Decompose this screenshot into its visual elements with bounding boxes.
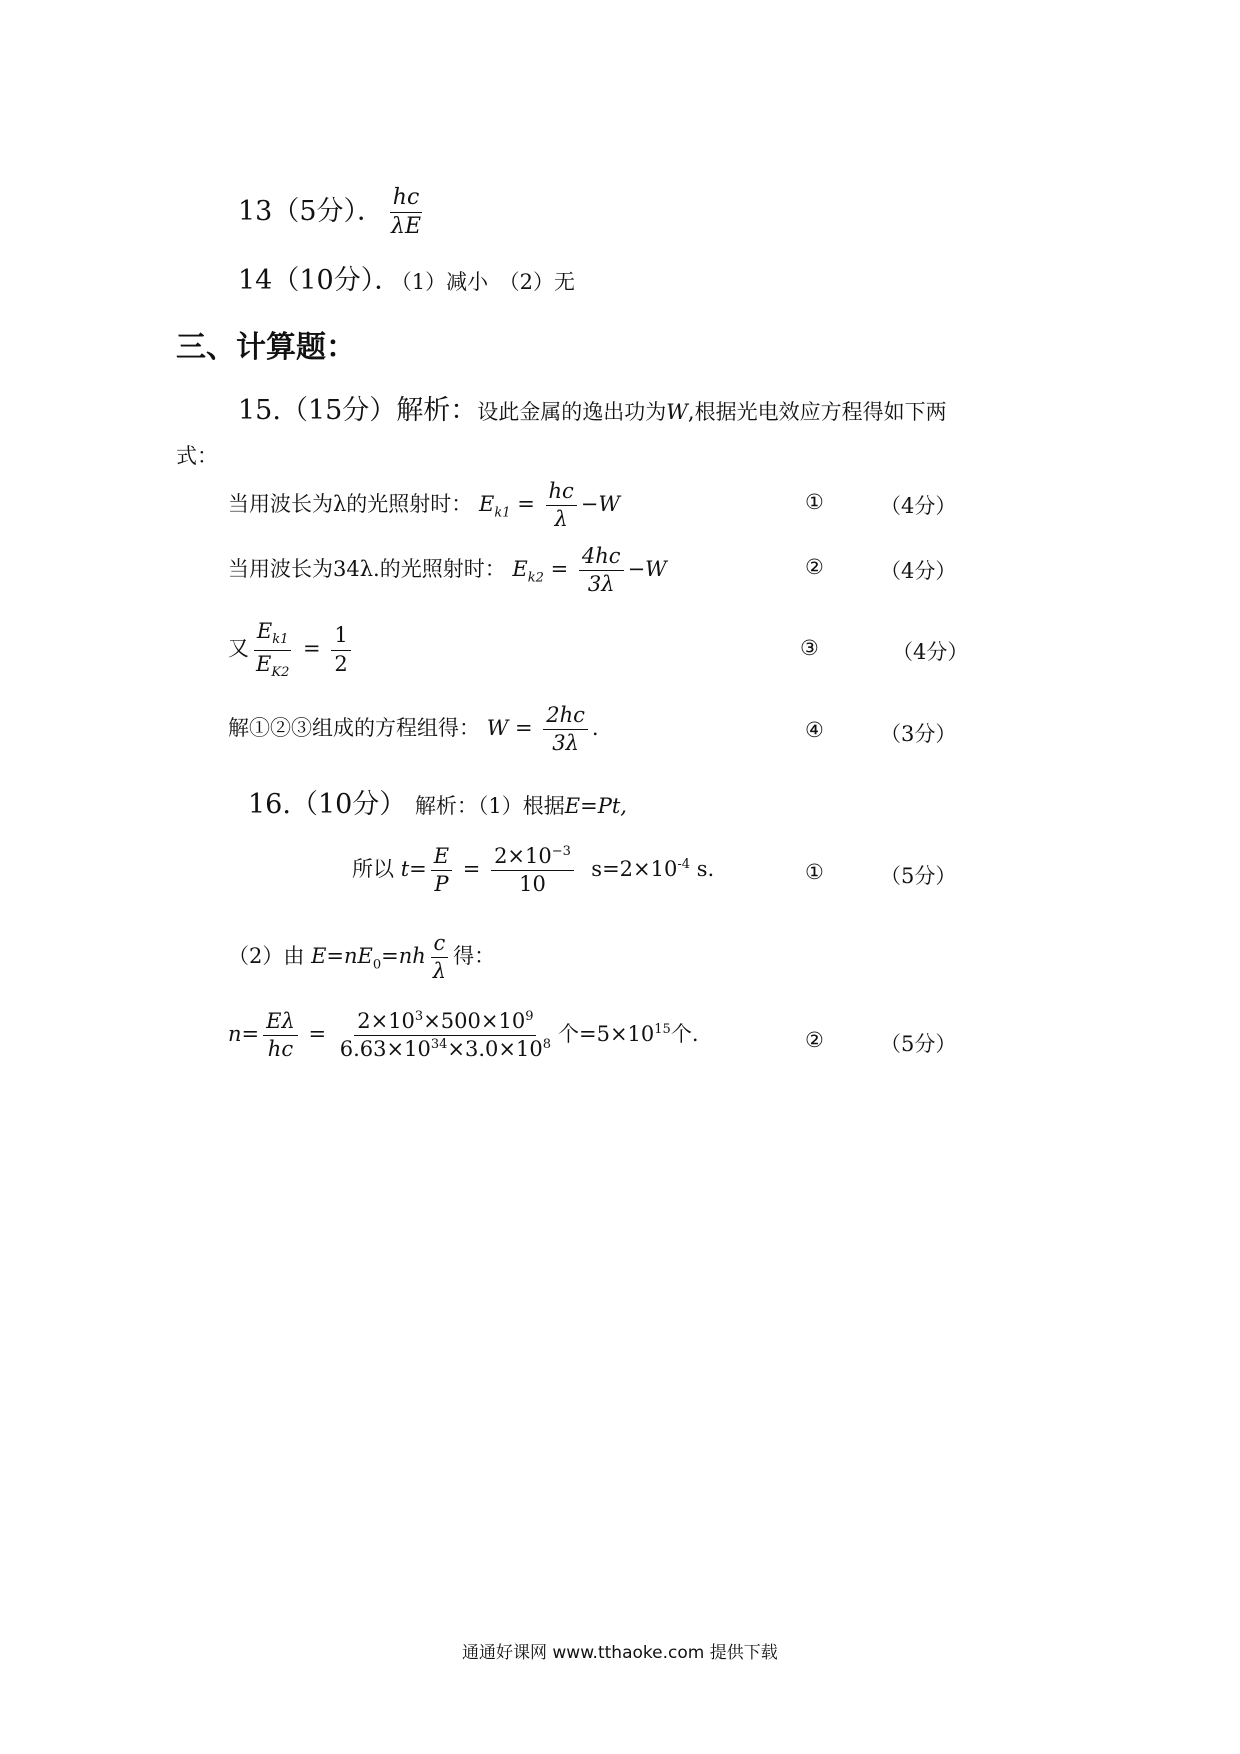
q15-step3-eq: =	[303, 636, 321, 661]
q15-step2	[228, 545, 667, 596]
q15-step1-text: 当用波长为λ的光照射时：	[228, 492, 473, 517]
q15-step4-den: 3λ	[552, 731, 579, 756]
q15-step4-lhs: W	[486, 716, 509, 741]
q15-step2-text: 当用波长为34λ.的光照射时：	[228, 557, 506, 582]
q16-step1-res-sup: -4	[677, 857, 691, 873]
q14-line	[238, 258, 575, 297]
q15-step1-den: λ	[554, 507, 568, 532]
q15-step3-lfraction	[253, 620, 292, 680]
q15-step1-num: hc	[546, 480, 577, 506]
q15-step1	[228, 480, 620, 531]
q16-step2-den2-sup2: 8	[542, 1037, 551, 1053]
q15-step4-mark: ④	[805, 718, 824, 742]
q15-label: 15.（15分）解析：	[238, 395, 478, 426]
q16-formula: E=Pt,	[564, 794, 627, 818]
q16-step2-res-a: 个=5×10	[557, 1022, 655, 1047]
q16-step1-den2: 10	[519, 872, 546, 897]
q16-step1-num2: 2×10	[494, 844, 552, 868]
q16-step1-mark: ①	[805, 860, 824, 884]
q16-step1-prefix: 所以	[352, 857, 394, 882]
q16-step1-num1: E	[431, 845, 452, 871]
q16-step2-num2-sup2: 9	[525, 1009, 534, 1024]
q16-step1-fraction1	[431, 845, 452, 896]
q16-part2-fraction	[430, 932, 449, 983]
q15-step1-rest: −W	[580, 492, 620, 517]
q15-step2-mark: ②	[805, 555, 824, 579]
q15-step3-rden: 2	[334, 651, 348, 676]
q15-step2-lhs: E	[512, 557, 528, 582]
q16-step2-lhs: n=	[228, 1022, 260, 1047]
q15-step3-den: E	[256, 651, 272, 676]
q16-step1	[352, 845, 714, 896]
q16-part2-expr: E=nE	[311, 944, 373, 969]
q16-step1-den1: P	[434, 872, 449, 897]
q15-step1-eq: =	[517, 492, 535, 517]
q16-step1-num2-sup: −3	[551, 844, 571, 859]
section-title: 三、计算题：	[176, 330, 356, 365]
q13-line	[238, 186, 428, 239]
q15-step3-score: （4分）	[892, 640, 969, 664]
q15-step3	[228, 620, 355, 680]
q15-intro-var: W	[666, 400, 688, 424]
q16-step1-score: （5分）	[880, 864, 957, 888]
q16-step2-res-b: 个.	[670, 1022, 699, 1047]
q16-part2-text-a: （2）由	[228, 944, 305, 969]
q16-step2-fraction2	[337, 1010, 554, 1061]
q15-step1-score: （4分）	[880, 494, 957, 518]
q16-step2-den2-a: 6.63×10	[339, 1037, 431, 1062]
q15-step3-text: 又	[228, 636, 249, 661]
q15-step2-lhs-sub: k2	[527, 570, 544, 586]
q15-step2-rest: −W	[627, 557, 667, 582]
q16-part2-expr-b: =nh	[381, 944, 426, 969]
q16-step2-num2-b: ×500×10	[423, 1009, 526, 1033]
q15-step4-fraction	[543, 704, 588, 755]
q15-step2-eq: =	[550, 557, 569, 582]
q16-step2	[228, 1010, 699, 1061]
q15-step2-num: 4hc	[579, 545, 624, 571]
q16-step2-den2-sup1: 34	[430, 1037, 448, 1053]
q15-step3-den-sub: K2	[271, 664, 290, 680]
q15-step4-score: （3分）	[880, 722, 957, 746]
q16-step1-fraction2	[491, 845, 574, 896]
q16-part2-den: λ	[432, 959, 447, 984]
q16-step2-num1: Eλ	[263, 1010, 298, 1036]
q16-part2-expr-sub: 0	[372, 957, 382, 973]
q15-step3-rnum: 1	[331, 624, 350, 650]
q16-step2-num2-a: 2×10	[357, 1009, 415, 1033]
footer: 通通好课网 www.tthaoke.com 提供下载	[462, 1643, 778, 1663]
q16-step1-eq: =	[462, 857, 481, 882]
q16-step2-fraction1	[263, 1010, 298, 1061]
q15-step2-den: 3λ	[587, 572, 615, 597]
q15-step4-eq: =	[514, 716, 533, 741]
q15-step1-lhs: E	[479, 492, 495, 517]
q13-answer-numerator: hc	[390, 186, 423, 213]
q15-step3-rfraction	[331, 624, 350, 675]
q13-answer-denominator: λE	[391, 214, 422, 240]
q16-part2-text-b: 得：	[453, 944, 496, 969]
q16-step2-num2-sup1: 3	[414, 1009, 424, 1024]
q16-step2-den2-b: ×3.0×10	[447, 1037, 543, 1062]
q16-label: 16.（10分）	[248, 789, 407, 820]
q15-step4-tail: .	[591, 716, 599, 741]
q15-step4-num: 2hc	[543, 704, 588, 730]
q15-step4-text: 解①②③组成的方程组得：	[228, 716, 480, 741]
q16-intro-line	[248, 782, 627, 821]
q15-intro-cont: 式：	[176, 444, 218, 468]
q15-intro-line	[238, 388, 947, 427]
q15-step3-mark: ③	[800, 636, 819, 660]
q14-answer: （1）减小 （2）无	[401, 270, 575, 294]
q15-step1-fraction	[546, 480, 577, 531]
q15-intro-b: ,根据光电效应方程得如下两	[687, 400, 947, 424]
q16-intro: 解析：（1）根据	[414, 794, 565, 818]
q16-step2-den1: hc	[267, 1037, 294, 1062]
q16-step2-mark: ②	[805, 1028, 824, 1052]
q16-step1-res-a: s=2×10	[591, 857, 678, 882]
q14-label: 14（10分）．	[238, 265, 402, 296]
q15-step2-score: （4分）	[880, 559, 957, 583]
q15-intro-a: 设此金属的逸出功为	[477, 400, 667, 424]
q13-answer-fraction	[388, 186, 424, 239]
q15-step2-fraction	[579, 545, 624, 596]
q15-step1-mark: ①	[805, 490, 824, 514]
q15-step3-num: E	[256, 619, 273, 643]
q16-step1-t: t=	[400, 857, 427, 882]
q15-step4	[228, 704, 599, 755]
q16-part2-num: c	[431, 932, 449, 958]
q16-step2-score: （5分）	[880, 1032, 957, 1056]
q16-step2-eq: =	[308, 1022, 327, 1047]
q13-label: 13（5分）．	[238, 196, 385, 228]
q15-step1-lhs-sub: k1	[494, 505, 511, 521]
q16-part2	[228, 932, 495, 983]
q16-step1-res-b: s.	[696, 857, 715, 882]
q15-step3-num-sub: k1	[272, 632, 289, 648]
q16-step2-res-sup: 15	[654, 1022, 671, 1038]
